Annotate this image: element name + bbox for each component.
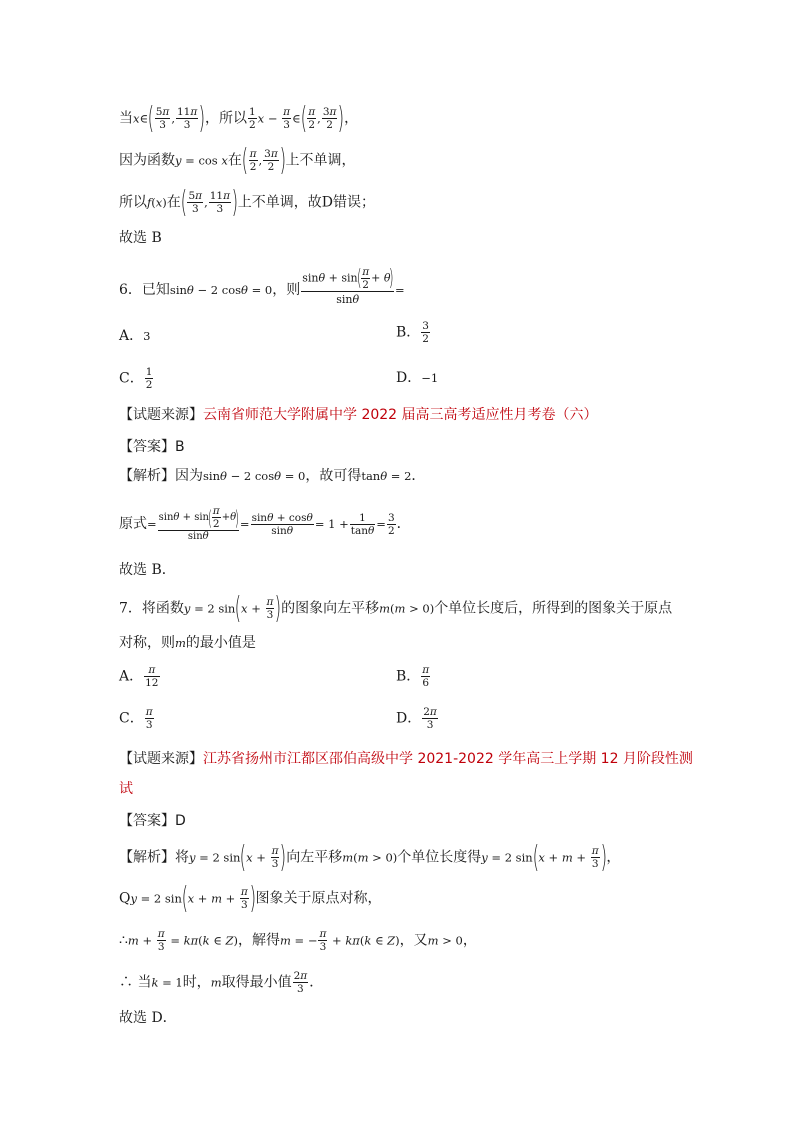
option-a[interactable]: A．3: [119, 328, 151, 344]
analysis-line: ∴ 当k = 1时，m取得最小值 $\frac{2\pi}{3}$ ．: [119, 970, 324, 995]
text: ，: [344, 110, 359, 127]
text: 因为函数: [119, 152, 175, 169]
analysis-line: 原式= sinθ + sin( $\frac{\pi}{2}$ +θ) sinθ = $\frac{\sin\theta + \cos\theta}{\sin\theta}$ = 1 + $\frac{1}{\tan\theta}$ = $\frac{3}{2}$ ．: [119, 505, 411, 542]
analysis-line: ∴m + $\frac{\pi}{3}$ = kπ(k ∈ Z)，解得m = − $\frac{\pi}{3}$ + kπ(k ∈ Z)，又m > 0，: [119, 928, 477, 953]
analysis-line: Qy = 2 sin(x + m + $\frac{\pi}{3}$ )图象关于原点对称，: [119, 880, 382, 916]
text: 上不单调，故D错误；: [237, 194, 375, 211]
option-c[interactable]: C． $\frac{\pi}{3}$: [119, 706, 153, 731]
question-source: 【试题来源】江苏省扬州市江都区邵伯高级中学 2021-2022 学年高三上学期 12 月阶段性测: [119, 751, 693, 767]
text: 在: [227, 152, 242, 169]
text-line: 所以f(x)在( $\frac{5\pi}{3}$ , $\frac{11\pi}{3}$ )上不单调，故D错误；: [119, 184, 375, 220]
text-line: 故选 D．: [119, 1010, 177, 1026]
text: 在: [166, 194, 181, 211]
option-a[interactable]: A． $\frac{\pi}{12}$: [119, 664, 159, 689]
question-7-stem: 对称，则m的最小值是: [119, 635, 256, 651]
question-source-cont: 试: [119, 781, 133, 797]
text: 所以: [119, 194, 147, 211]
text: 6．已知: [119, 282, 170, 298]
text-line: 当x∈( $\frac{5\pi}{3}$ , $\frac{11\pi}{3}$ )，所以 $\frac{1}{2}$ x − $\frac{\pi}{3}$ ∈( $\frac{\pi}{2}$ , $\frac{3\pi}{2}$ )，: [119, 100, 359, 136]
option-b[interactable]: B． $\frac{3}{2}$: [396, 320, 429, 345]
option-d[interactable]: D． $\frac{2\pi}{3}$: [396, 706, 437, 731]
question-7-stem: 7．将函数y = 2 sin(x + $\frac{\pi}{3}$ )的图象向左平移m(m > 0)个单位长度后，所得到的图象关于原点: [119, 590, 673, 626]
text: 上不单调，: [285, 152, 356, 169]
text-line: 因为函数y = cos x在( $\frac{\pi}{2}$ , $\frac{3\pi}{2}$ )上不单调，: [119, 142, 356, 178]
option-b[interactable]: B． $\frac{\pi}{6}$: [396, 664, 430, 689]
text: ，则: [272, 282, 301, 298]
text: 当: [119, 110, 133, 127]
analysis-line: 【解析】因为sinθ − 2 cosθ = 0，故可得tanθ = 2．: [119, 468, 426, 484]
question-source: 【试题来源】云南省师范大学附属中学 2022 届高三高考适应性月考卷（六）: [119, 407, 598, 423]
option-c[interactable]: C． $\frac{1}{2}$: [119, 366, 153, 391]
question-6-stem: 6．已知sinθ − 2 cosθ = 0，则 sinθ + sin( $\frac{\pi}{2}$ + θ) sinθ =: [119, 265, 405, 306]
text: ，所以: [204, 110, 247, 127]
option-d[interactable]: D．−1: [396, 370, 439, 386]
text-line: 故选 B: [119, 230, 162, 246]
text-line: 故选 B．: [119, 562, 176, 578]
answer-label: 【答案】B: [119, 439, 185, 455]
answer-label: 【答案】D: [119, 813, 186, 829]
analysis-line: 【解析】将y = 2 sin(x + $\frac{\pi}{3}$ )向左平移m(m > 0)个单位长度得y = 2 sin(x + m + $\frac{\pi}{3}$ )，: [119, 839, 621, 875]
